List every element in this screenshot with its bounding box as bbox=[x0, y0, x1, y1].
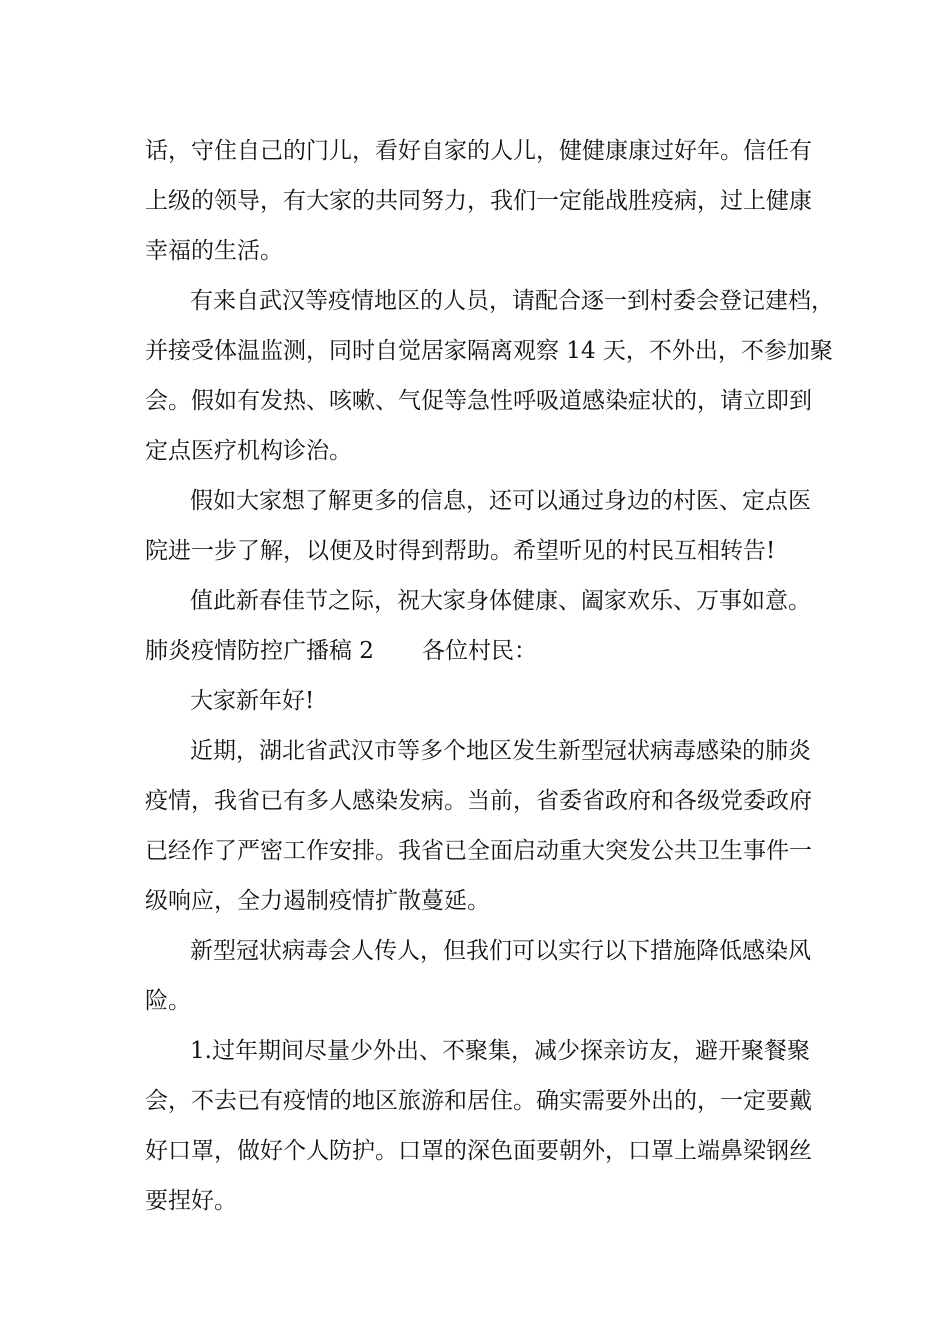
greeting-line: 大家新年好! bbox=[190, 688, 315, 714]
paragraph-line: 定点医疗机构诊治。 bbox=[145, 438, 352, 464]
paragraph-line: 新型冠状病毒会人传人，但我们可以实行以下措施降低感染风 bbox=[190, 938, 811, 964]
paragraph-line: 会。假如有发热、咳嗽、气促等急性呼吸道感染症状的，请立即到 bbox=[145, 388, 812, 414]
paragraph-line: 会，不去已有疫情的地区旅游和居住。确实需要外出的，一定要戴 bbox=[145, 1088, 812, 1114]
paragraph-line: 话，守住自己的门儿，看好自家的人儿，健健康康过好年。信任有 bbox=[145, 138, 812, 164]
paragraph-line: 上级的领导，有大家的共同努力，我们一定能战胜疫病，过上健康 bbox=[145, 188, 812, 214]
paragraph-line: 好口罩，做好个人防护。口罩的深色面要朝外，口罩上端鼻梁钢丝 bbox=[145, 1138, 812, 1164]
salutation: 各位村民： bbox=[421, 638, 537, 664]
paragraph-line: 值此新春佳节之际，祝大家身体健康、阖家欢乐、万事如意。 bbox=[190, 588, 811, 614]
paragraph-line: 级响应，全力遏制疫情扩散蔓延。 bbox=[145, 888, 490, 914]
paragraph-line: 疫情，我省已有多人感染发病。当前，省委省政府和各级党委政府 bbox=[145, 788, 812, 814]
paragraph-line: 1.过年期间尽量少外出、不聚集，减少探亲访友，避开聚餐聚 bbox=[190, 1038, 810, 1064]
section-heading-line bbox=[145, 631, 815, 671]
paragraph-line: 有来自武汉等疫情地区的人员，请配合逐一到村委会登记建档， bbox=[190, 288, 834, 314]
paragraph-line: 假如大家想了解更多的信息，还可以通过身边的村医、定点医 bbox=[190, 488, 811, 514]
paragraph-line: 幸福的生活。 bbox=[145, 238, 283, 264]
paragraph-line: 近期，湖北省武汉市等多个地区发生新型冠状病毒感染的肺炎 bbox=[190, 738, 811, 764]
paragraph-line: 险。 bbox=[145, 988, 191, 1014]
paragraph-line: 并接受体温监测，同时自觉居家隔离观察 14 天，不外出，不参加聚 bbox=[145, 338, 833, 364]
paragraph-line: 院进一步了解，以便及时得到帮助。希望听见的村民互相转告! bbox=[145, 538, 776, 564]
paragraph-line: 要捏好。 bbox=[145, 1188, 237, 1214]
section-title: 肺炎疫情防控广播稿 2 bbox=[145, 638, 374, 664]
paragraph-line: 已经作了严密工作安排。我省已全面启动重大突发公共卫生事件一 bbox=[145, 838, 812, 864]
